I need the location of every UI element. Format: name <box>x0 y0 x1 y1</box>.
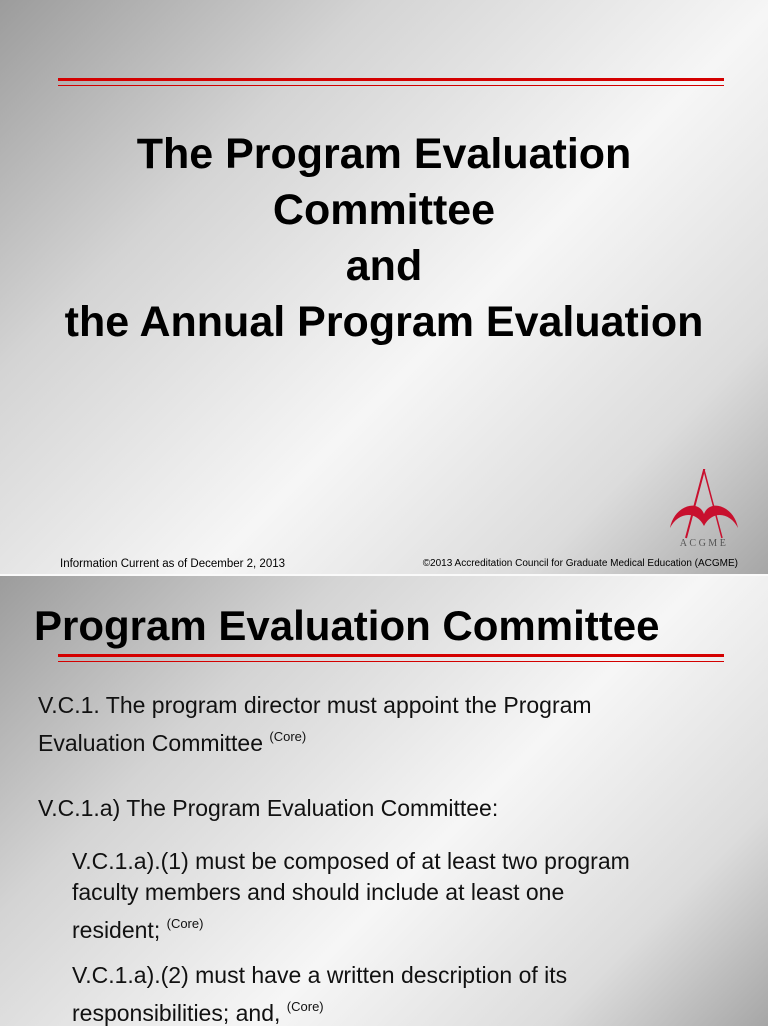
logo-text: ACGME <box>679 538 729 549</box>
acgme-logo <box>664 468 744 558</box>
core-tag: (Core) <box>286 999 324 1014</box>
core-tag: (Core) <box>166 916 204 931</box>
red-rule <box>58 78 724 86</box>
slide-title <box>0 126 768 350</box>
requirement-line: responsibilities; and, <box>72 1000 281 1026</box>
requirement-line: V.C.1. The program director must appoint the Program <box>38 692 592 718</box>
requirement-line: Evaluation Committee <box>38 730 263 756</box>
slide-heading: Program Evaluation Committee <box>34 602 660 649</box>
requirement-line: V.C.1.a).(2) must have a written description of its <box>72 962 568 988</box>
title-line: the Annual Program Evaluation <box>64 298 704 346</box>
requirement-line: faculty members and should include at least one <box>72 879 565 905</box>
requirement-item <box>38 690 592 759</box>
requirement-item <box>72 960 567 1029</box>
requirement-line: resident; <box>72 917 161 943</box>
red-rule <box>58 654 724 662</box>
requirement-item: V.C.1.a) The Program Evaluation Committee: <box>38 795 499 821</box>
requirement-item <box>72 846 630 946</box>
title-line: Committee <box>272 186 496 234</box>
core-tag: (Core) <box>269 729 307 744</box>
acgme-logo-icon <box>664 468 744 540</box>
title-line: and <box>345 242 423 290</box>
title-line: The Program Evaluation <box>136 130 632 178</box>
footer-date: Information Current as of December 2, 2013 <box>60 558 286 570</box>
footer-copyright: ©2013 Accreditation Council for Graduate Medical Education (ACGME) <box>422 558 738 569</box>
requirement-line: V.C.1.a).(1) must be composed of at least two program <box>72 848 630 874</box>
